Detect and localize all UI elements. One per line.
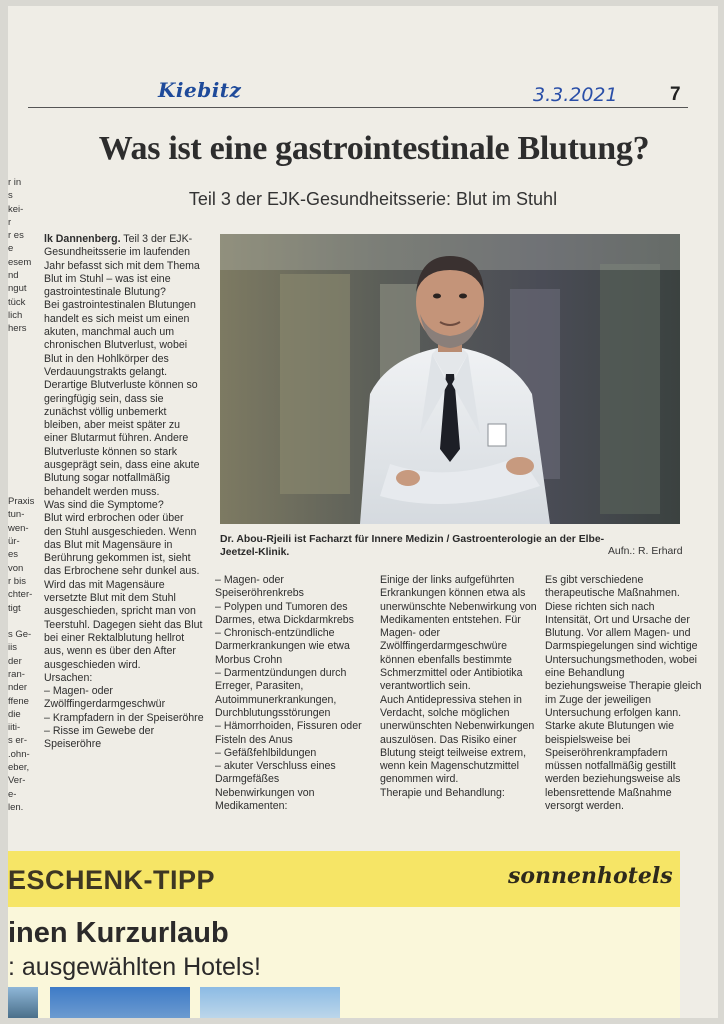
article-column-2 [215, 574, 373, 813]
adjacent-column-line: es [8, 549, 19, 561]
adjacent-column-line [8, 482, 34, 495]
adjacent-column-line [8, 429, 34, 442]
doctor-photo [220, 234, 680, 524]
adjacent-column-line: kei- [8, 203, 24, 215]
article-paragraph: Einige der links aufgeführten Erkrankungen können etwa als unerwünschte Nebenwirkung von Medikamenten entstehen. Für Magen- oder Zwölffingerdarmgeschwüre können ebenfalls bestimmte Schmerzmittel oder Antibiotika verantwortlich sein. [380, 574, 537, 693]
sonnenhotels-logo: sonnenhotels [508, 863, 673, 889]
adjacent-column-line: iiti- [8, 722, 21, 734]
article-paragraph: – Magen- oder Speiseröhrenkrebs [215, 574, 304, 600]
article-paragraph: Auch Antidepressiva stehen in Verdacht, solche möglichen unerwünschten Nebenwirkungen auszulösen. Das Risiko einer Blutung steigt teilweise extrem, wenn kein Magenschutzmittel genommen wird. [380, 693, 535, 786]
adjacent-column-line: der [8, 655, 22, 667]
article-paragraph: – Hämorrhoiden, Fissuren oder Fisteln des Anus [215, 720, 362, 746]
article-paragraph: – Gefäßfehlbildungen [215, 746, 317, 759]
article-text: Teil 3 der EJK-Gesundheitsserie im laufenden Jahr befasst sich mit dem Thema Blut im Stuhl – was ist eine gastrointestinale Blutung? [44, 233, 200, 299]
adjacent-column-line [8, 349, 34, 362]
article-subheadline: Teil 3 der EJK-Gesundheitsserie: Blut im Stuhl [188, 189, 558, 209]
article-dateline: lk Dannenberg. [44, 233, 121, 245]
adjacent-column-line [8, 469, 34, 482]
ad-hotel-image [50, 987, 190, 1018]
handwritten-date: 3.3.2021 [533, 84, 618, 106]
adjacent-column-line [8, 362, 34, 375]
article-paragraph [44, 712, 204, 725]
article-text: Blut wird erbrochen oder über den Stuhl ausgeschieden. Wenn das Blut mit Magensäure in Berührung gekommen ist, sieht das Erbrochene sehr dunkel aus. Wird das mit Magensäure versetzte Blut mit dem Stuhl ausgeschieden, spricht man von Teerstuhl. Dagegen sieht das Blut bei einer Rektalblutung hellrot aus, wenn es über den After ausgeschieden wird. [44, 512, 203, 671]
article-paragraph [44, 499, 204, 512]
adjacent-column-line [8, 415, 34, 428]
adjacent-column-line: Praxis [8, 496, 34, 508]
adjacent-column-line: ür- [8, 536, 20, 548]
article-text: – Krampfadern in der Speiseröhre [44, 711, 204, 724]
article-paragraph [44, 233, 204, 299]
adjacent-column-line: e [8, 243, 14, 255]
adjacent-column-line: r in [8, 177, 22, 188]
article-paragraph [44, 725, 204, 752]
photo-caption: Dr. Abou-Rjeili ist Facharzt für Innere Medizin / Gastroenterologie an der Elbe-Jeetzel-Klinik. [220, 534, 605, 559]
ad-subtitle: : ausgewählten Hotels! [8, 953, 261, 981]
adjacent-column-line: esem [8, 256, 32, 268]
adjacent-column-line [8, 389, 34, 402]
adjacent-column-line: r es [8, 230, 24, 242]
article-column-1 [44, 233, 204, 752]
adjacent-column-line: die [8, 708, 21, 720]
newspaper-logo: Kiebitz [158, 78, 242, 102]
adjacent-column-line: eber, [8, 762, 30, 774]
adjacent-column-line: s [8, 190, 13, 202]
article-text: Ursachen: [44, 671, 93, 684]
article-text: Bei gastrointestinalen Blutungen handelt es sich meist um einen akuten, manchmal auch um chronischen Blutverlust, wobei Blut in den Hohlkörper des Verdauungstrakts gelangt. Derartige Blutverluste können so geringfügig sein, dass sie zunächst völlig unbemerkt bleiben, aber meist später zu einer Blutarmut führen. Andere Blutverluste können so stark ausgeprägt sein, dass eine akute Blutung sogar notfallmäßig behandelt werden muss. [44, 299, 200, 498]
newspaper-page [8, 6, 718, 1018]
article-paragraph: Nebenwirkungen von Medikamenten: [215, 786, 315, 813]
article-headline: Was ist eine gastrointestinale Blutung? [98, 130, 650, 167]
adjacent-column-line [8, 375, 34, 388]
adjacent-column-line [8, 402, 34, 415]
adjacent-column-line: s er- [8, 735, 27, 747]
adjacent-column-line: ran- [8, 668, 25, 680]
adjacent-column-line: Ver- [8, 775, 26, 787]
ad-hotel-image [200, 987, 340, 1018]
adjacent-column-line: hers [8, 323, 27, 335]
ad-hotel-image [8, 987, 38, 1018]
article-paragraph: – Darmentzündungen durch Erreger, Parasiten, Autoimmunerkrankungen, Durchblutungsstörungen [215, 667, 347, 719]
hotel-advertisement [8, 851, 680, 1018]
article-paragraph: Therapie und Behandlung: [380, 786, 505, 799]
adjacent-column-line: len. [8, 801, 24, 813]
adjacent-column-line [8, 336, 34, 349]
adjacent-column-line: tun- [8, 509, 25, 521]
adjacent-column-line [8, 615, 34, 628]
article-column-3 [380, 574, 538, 800]
adjacent-column-line: ngut [8, 283, 27, 295]
adjacent-column-line: .ohn- [8, 748, 30, 760]
article-paragraph: – Chronisch-entzündliche Darmerkrankungen wie etwa Morbus Crohn [215, 627, 350, 666]
article-column-4 [545, 574, 703, 813]
adjacent-column-line: wen- [8, 522, 29, 534]
adjacent-column-line: s Ge- [8, 629, 32, 641]
adjacent-column-line: lich [8, 309, 23, 321]
article-paragraph [44, 672, 204, 685]
article-paragraph [44, 512, 204, 672]
article-text: Was sind die Symptome? [44, 498, 164, 511]
adjacent-column-line: nd [8, 270, 19, 282]
header-rule [28, 107, 688, 108]
article-paragraph: Es gibt verschiedene therapeutische Maßnahmen. Diese richten sich nach Intensität, Ort und Ursache der Blutung. Vor allem Magen- und Darmspiegelungen sind wichtige Untersuchungsmethoden, wobei eine Behandlung beziehungsweise Therapie gleich im Zuge der jeweiligen Untersuchung erfolgen kann. Starke akute Blutungen wie beispielsweise bei Speiseröhrenkrampfadern müssen notfallmäßig gestillt werden beziehungsweise als lebensrettende Maßnahme versorgt werden. [545, 574, 702, 813]
ad-tip-heading: ESCHENK-TIPP [8, 865, 216, 895]
photo-credit: Aufn.: R. Erhard [608, 546, 683, 557]
adjacent-page-column [8, 176, 34, 836]
article-paragraph [44, 685, 204, 712]
adjacent-column-line [8, 455, 34, 468]
article-paragraph: – Polypen und Tumoren des Darmes, etwa Dickdarmkrebs [215, 600, 354, 626]
adjacent-column-line [8, 442, 34, 455]
adjacent-column-line: nder [8, 682, 28, 694]
adjacent-column-line: ffene [8, 695, 29, 707]
article-text: – Magen- oder Zwölffingerdarmgeschwür [44, 685, 166, 711]
article-paragraph [44, 299, 204, 498]
page-number: 7 [670, 84, 681, 105]
adjacent-column-line: iis [8, 642, 17, 654]
article-paragraph: – akuter Verschluss eines Darmgefäßes [215, 760, 336, 786]
adjacent-column-line: tück [8, 296, 26, 308]
ad-title: inen Kurzurlaub [8, 917, 229, 949]
doctor-portrait-illustration [220, 234, 680, 524]
adjacent-column-line: von [8, 562, 24, 574]
adjacent-column-line: chter- [8, 589, 33, 601]
adjacent-column-line: r [8, 216, 12, 228]
article-text: – Risse im Gewebe der Speiseröhre [44, 724, 155, 751]
adjacent-column-line: r bis [8, 575, 26, 587]
adjacent-column-line: tigt [8, 602, 21, 614]
adjacent-column-line: e- [8, 788, 17, 800]
